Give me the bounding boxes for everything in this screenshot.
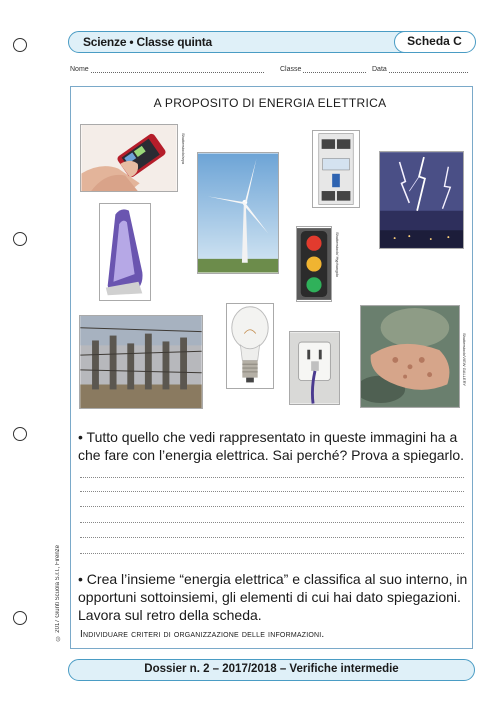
binder-hole-bottom [13,611,27,625]
name-label: Nome [70,66,89,73]
phone-photo [80,124,178,192]
class-field-line [280,66,366,73]
date-label: Data [372,66,387,73]
light-bulb-photo [226,303,274,389]
iron-photo [99,203,151,301]
name-field-line [70,66,264,73]
question-1: • Tutto quello che vedi rappresentato in queste immagini ha a che fare con l’energia elettrica. Sai perché? Prova a spiegarlo. [78,429,464,463]
date-field-line [372,66,468,73]
electric-ray-photo [360,305,460,408]
answer-line-1[interactable] [80,477,464,478]
name-field[interactable] [91,66,264,73]
learning-objective: Individuare criteri di organizzazione delle informazioni. [80,629,325,640]
binder-hole-top [13,38,27,52]
power-substation-photo [79,315,203,409]
header-bar [68,31,475,53]
date-field[interactable] [389,66,468,73]
copyright-note: © 2017 Giunti Scuola S.r.l., Firenze [55,545,61,641]
lightning-photo [379,151,464,249]
sheet-badge: Scheda C [394,31,476,53]
header-title: Scienze • Classe quinta [83,35,212,49]
class-label: Classe [280,66,302,73]
circuit-breaker-photo [312,130,360,208]
answer-line-6[interactable] [80,553,464,554]
answer-line-3[interactable] [80,506,464,507]
traffic-light-photo [296,226,332,302]
question-2: • Crea l’insieme “energia elettrica” e classifica al suo interno, in opportuni sottoinsiemi, gli elementi di cui hai dato spiegazioni. Lavora sul retro della scheda. [78,571,468,623]
answer-line-5[interactable] [80,537,464,538]
binder-hole-lower [13,427,27,441]
page-heading: A PROPOSITO DI ENERGIA ELETTRICA [153,96,387,110]
class-field[interactable] [303,66,366,73]
wind-turbine-photo [197,152,279,274]
answer-line-4[interactable] [80,522,464,523]
answer-line-2[interactable] [80,491,464,492]
electric-ray-photo-credit: Shutterstock/VIEW GALLERY [462,333,467,387]
binder-hole-upper [13,232,27,246]
footer-bar: Dossier n. 2 – 2017/2018 – Verifiche intermedie [68,659,475,681]
power-outlet-photo [289,331,340,405]
traffic-light-photo-credit: Shutterstock/ Hyphungdo [335,232,340,277]
phone-photo-credit: Shutterstock/arya [181,133,186,165]
